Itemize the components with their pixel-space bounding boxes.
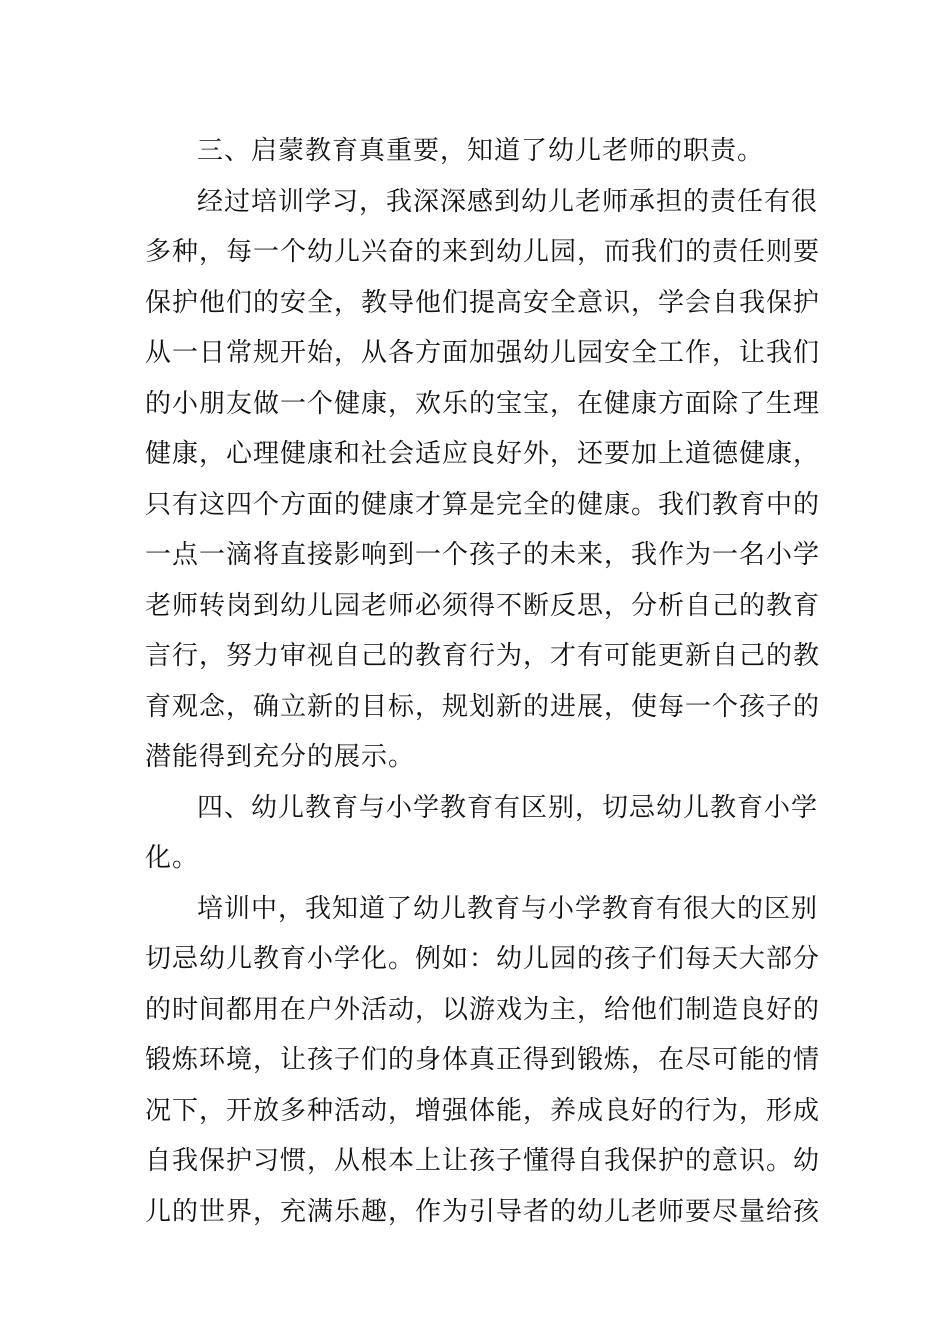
paragraph-line: 一点一滴将直接影响到一个孩子的未来，我作为一名小学 <box>145 540 821 570</box>
paragraph-line: 只有这四个方面的健康才算是完全的健康。我们教育中的 <box>145 489 821 520</box>
paragraph-line: 保护他们的安全，教导他们提高安全意识，学会自我保护 <box>145 287 821 318</box>
paragraph-line: 锻炼环境，让孩子们的身体真正得到锻炼，在尽可能的情 <box>145 1045 821 1075</box>
paragraph-line: 育观念，确立新的目标，规划新的进展，使每一个孩子的 <box>145 691 821 722</box>
paragraph-line: 况下，开放多种活动，增强体能，养成良好的行为，形成 <box>145 1095 821 1126</box>
paragraph-line: 从一日常规开始，从各方面加强幼儿园安全工作，让我们 <box>145 338 821 368</box>
paragraph-line: 自我保护习惯，从根本上让孩子懂得自我保护的意识。幼 <box>145 1146 821 1176</box>
paragraph-line: 切忌幼儿教育小学化。例如：幼儿园的孩子们每天大部分 <box>145 944 821 974</box>
paragraph-line: 培训中，我知道了幼儿教育与小学教育有很大的区别 <box>197 893 819 924</box>
paragraph-line: 多种，每一个幼儿兴奋的来到幼儿园，而我们的责任则要 <box>145 237 821 267</box>
paragraph-line: 潜能得到充分的展示。 <box>145 742 416 772</box>
paragraph-line: 的小朋友做一个健康，欢乐的宝宝，在健康方面除了生理 <box>145 388 821 419</box>
paragraph-line: 言行，努力审视自己的教育行为，才有可能更新自己的教 <box>145 641 821 671</box>
document-body <box>145 126 821 1237</box>
paragraph-line: 儿的世界，充满乐趣，作为引导者的幼儿老师要尽量给孩 <box>145 1196 821 1227</box>
paragraph-line: 老师转岗到幼儿园老师必须得不断反思，分析自己的教育 <box>145 590 821 621</box>
paragraph-line: 健康，心理健康和社会适应良好外，还要加上道德健康， <box>145 439 821 469</box>
paragraph-line: 经过培训学习，我深深感到幼儿老师承担的责任有很 <box>197 186 819 217</box>
section-heading-4: 四、幼儿教育与小学教育有区别，切忌幼儿教育小学 <box>197 792 819 823</box>
section-heading-4-continued: 化。 <box>145 843 200 873</box>
section-heading-3: 三、启蒙教育真重要，知道了幼儿老师的职责。 <box>197 136 765 166</box>
paragraph-line: 的时间都用在户外活动，以游戏为主，给他们制造良好的 <box>145 994 821 1025</box>
